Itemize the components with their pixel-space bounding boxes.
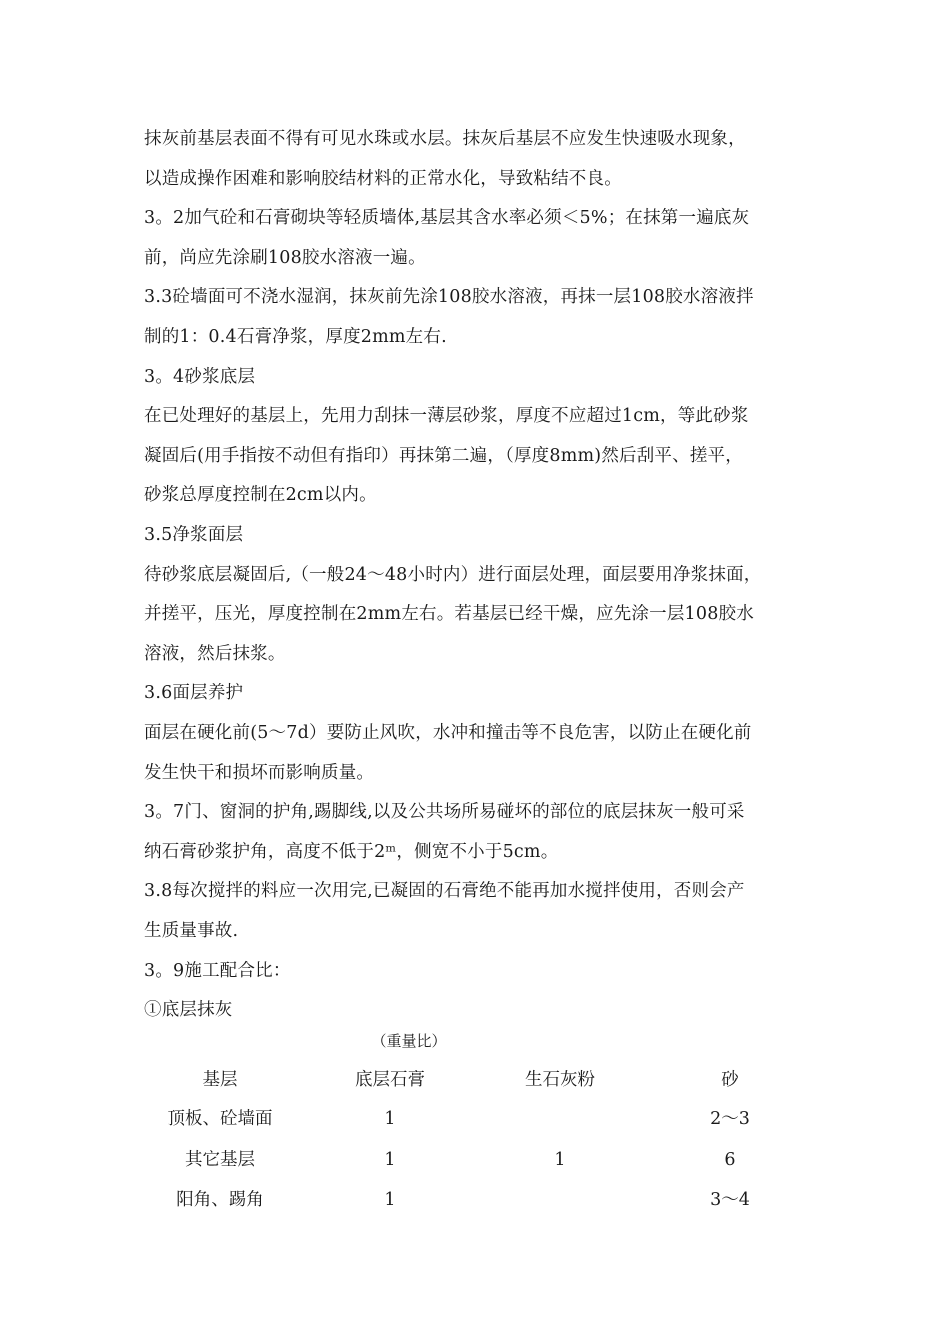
table-cell: 顶板、砼墙面	[167, 1109, 273, 1129]
paragraph-line: 前，尚应先涂刷108胶水溶液一遍。	[144, 248, 426, 268]
table-cell: 1	[384, 1150, 396, 1170]
paragraph-line: ①底层抹灰	[144, 1000, 233, 1020]
paragraph-line: 凝固后(用手指按不动但有指印）再抹第二遍，（厚度8mm)然后刮平、搓平，	[144, 446, 743, 466]
table-header-base: 基层	[202, 1070, 238, 1090]
table-cell: 3～4	[710, 1190, 750, 1210]
paragraph-line: 砂浆总厚度控制在2cm以内。	[144, 485, 377, 505]
paragraph-line: 制的1：0.4石膏净浆，厚度2mm左右.	[144, 327, 447, 347]
paragraph-line: 3.3砼墙面可不浇水湿润，抹灰前先涂108胶水溶液，再抹一层108胶水溶液拌	[144, 287, 754, 307]
table-cell: 其它基层	[185, 1150, 255, 1170]
paragraph-line: 纳石膏砂浆护角，高度不低于2ᵐ，侧宽不小于5cm。	[144, 842, 559, 862]
table-header-lime: 生石灰粉	[525, 1070, 595, 1090]
paragraph-line: 在已处理好的基层上，先用力刮抹一薄层砂浆，厚度不应超过1cm，等此砂浆	[144, 406, 749, 426]
paragraph-line: 发生快干和损坏而影响质量。	[144, 763, 375, 783]
paragraph-line: 抹灰前基层表面不得有可见水珠或水层。抹灰后基层不应发生快速吸水现象，	[144, 129, 746, 149]
paragraph-line: 3。9施工配合比：	[144, 961, 291, 981]
paragraph-line: 溶液，然后抹浆。	[144, 644, 286, 664]
table-cell: 6	[724, 1150, 736, 1170]
paragraph-line: 以造成操作困难和影响胶结材料的正常水化，导致粘结不良。	[144, 169, 622, 189]
paragraph-line: 生质量事故.	[144, 921, 239, 941]
table-cell: 1	[554, 1150, 566, 1170]
table-cell: 2～3	[710, 1109, 750, 1129]
table-note: （重量比）	[371, 1032, 447, 1050]
paragraph-line: 3.5净浆面层	[144, 525, 244, 545]
paragraph-line: 3.6面层养护	[144, 683, 244, 703]
table-cell: 1	[384, 1109, 396, 1129]
table-cell: 阳角、踢角	[176, 1190, 264, 1210]
paragraph-line: 并搓平，压光，厚度控制在2mm左右。若基层已经干燥，应先涂一层108胶水	[144, 604, 754, 624]
table-header-gypsum: 底层石膏	[355, 1070, 425, 1090]
table-cell: 1	[384, 1190, 396, 1210]
paragraph-line: 面层在硬化前(5～7d）要防止风吹，水冲和撞击等不良危害，以防止在硬化前	[144, 723, 752, 743]
table-header-sand: 砂	[721, 1070, 739, 1090]
paragraph-line: 待砂浆底层凝固后,（一般24～48小时内）进行面层处理，面层要用净浆抹面，	[144, 565, 762, 585]
paragraph-line: 3。7门、窗洞的护角,踢脚线,以及公共场所易碰坏的部位的底层抹灰一般可采	[144, 802, 745, 822]
paragraph-line: 3。2加气砼和石膏砌块等轻质墙体,基层其含水率必须＜5%；在抹第一遍底灰	[144, 208, 750, 228]
paragraph-line: 3。4砂浆底层	[144, 367, 256, 387]
paragraph-line: 3.8每次搅拌的料应一次用完,已凝固的石膏绝不能再加水搅拌使用，否则会产	[144, 881, 745, 901]
